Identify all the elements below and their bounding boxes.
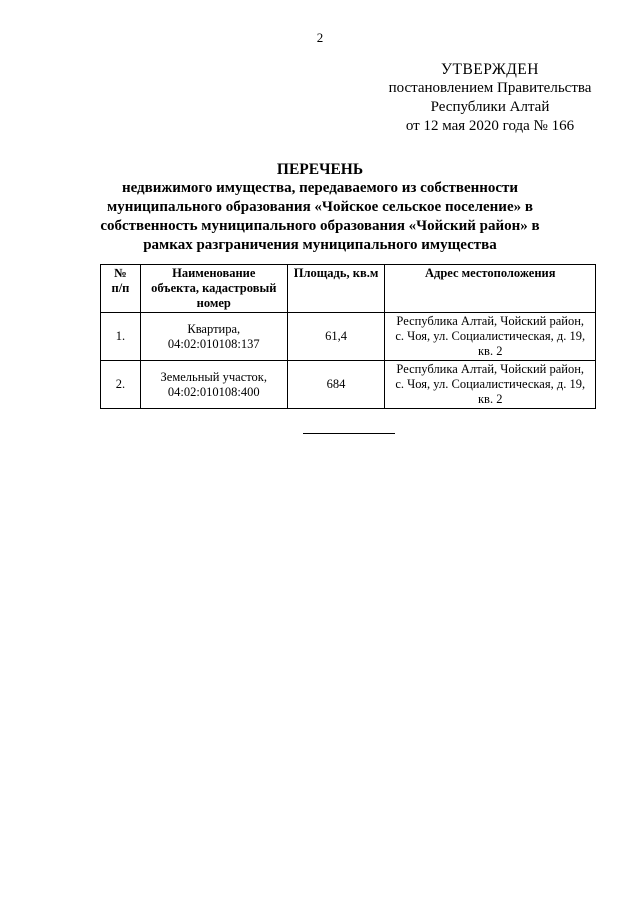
title-main: ПЕРЕЧЕНЬ	[276, 161, 364, 178]
approval-line-2: Республики Алтай	[430, 99, 550, 115]
row-name-line-1: Земельный участок,	[160, 369, 268, 384]
row-name-line-1: Квартира,	[187, 321, 241, 336]
table-header-row	[101, 265, 596, 313]
row-address-line-3: кв. 2	[477, 392, 503, 406]
row-address-line-2: с. Чоя, ул. Социалистическая, д. 19,	[395, 329, 586, 343]
header-num-line-1: №	[114, 266, 127, 280]
approval-line-3: от 12 мая 2020 года № 166	[405, 118, 575, 134]
property-table	[100, 264, 596, 409]
header-area: Площадь, кв.м	[287, 265, 385, 313]
header-name-line-1: Наименование	[172, 266, 256, 280]
title-line-1: недвижимого имущества, передаваемого из собственности	[121, 180, 519, 196]
approval-line-1: постановлением Правительства	[388, 80, 592, 96]
row-name-line-2: 04:02:010108:400	[167, 384, 260, 399]
header-name-line-2: объекта, кадастровый	[151, 281, 277, 295]
row-area: 61,4	[287, 313, 385, 361]
row-address-line-2: с. Чоя, ул. Социалистическая, д. 19,	[395, 377, 586, 391]
row-num: 1.	[101, 313, 141, 361]
end-divider	[303, 433, 395, 434]
row-address-line-1: Республика Алтай, Чойский район,	[396, 362, 585, 376]
approval-stamp	[370, 60, 610, 136]
table-row	[101, 361, 596, 409]
row-name	[140, 313, 287, 361]
row-address-line-1: Республика Алтай, Чойский район,	[396, 314, 585, 328]
row-name	[140, 361, 287, 409]
row-area: 684	[287, 361, 385, 409]
title-line-2: муниципального образования «Чойское сельское поселение» в	[107, 199, 533, 215]
title-line-3: собственность муниципального образования «Чойский район» в	[100, 218, 540, 234]
header-name	[140, 265, 287, 313]
header-num-line-2: п/п	[111, 281, 130, 295]
header-num	[101, 265, 141, 313]
header-name-line-3: номер	[196, 296, 231, 310]
row-name-line-2: 04:02:010108:137	[167, 336, 260, 351]
title-line-4: рамках разграничения муниципального имущества	[143, 237, 497, 253]
header-address: Адрес местоположения	[385, 265, 596, 313]
page-number: 2	[316, 30, 324, 45]
approval-heading: УТВЕРЖДЕН	[441, 61, 539, 78]
document-title	[80, 160, 560, 255]
row-num: 2.	[101, 361, 141, 409]
table-row	[101, 313, 596, 361]
row-address	[385, 313, 596, 361]
row-address	[385, 361, 596, 409]
row-address-line-3: кв. 2	[477, 344, 503, 358]
